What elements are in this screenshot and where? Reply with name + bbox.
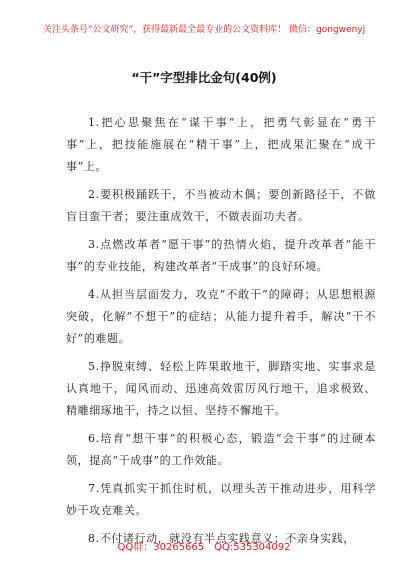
header-banner: 关注头条号“公文研究”，获得最新最全最专业的公文资料库！ 微信：gongwenyj (42, 25, 366, 35)
paragraph-3: 3.点燃改革者“愿干事”的热情火焰，提升改革者“能干事”的专业技能，构建改革者“干成事”的良好环境。 (66, 238, 376, 273)
paragraph-2: 2.要积极踊跃干，不当被动木偶；要创新路径干，不做盲目蛮干者；要注重成效干，不做表面功夫者。 (66, 188, 376, 223)
paragraph-4: 4.从担当层面发力，攻克“不敢干”的障碍；从思想根源突破，化解“不想干”的症结；从能力提升着手，解决“干不好”的难题。 (66, 288, 376, 345)
footer-contact: QQ群：30265665 QQ:535304092 (117, 542, 291, 553)
paragraph-5: 5.挣脱束缚、轻松上阵果敢地干，脚踏实地、实事求是认真地干，闻风而动、迅速高效雷厉风行地干，追求极致、精雕细琢地干，持之以恒、坚持不懈地干。 (66, 360, 376, 417)
paragraph-8: 8.不付诸行动，就没有半点实践意义；不亲身实践， (88, 532, 355, 545)
document-body (66, 112, 376, 556)
paragraph-7: 7.凭真抓实干抓住时机，以埋头苦干推动进步，用科学妙干攻克难关。 (66, 482, 376, 517)
document-title: “干”字型排比金句(40例) (131, 70, 277, 85)
paragraph-6: 6.培育“想干事”的积极心态，锻造“会干事”的过硬本领，提高“干成事”的工作效能。 (66, 432, 376, 467)
paragraph-1: 1.把心思聚焦在“谋干事”上，把勇气彰显在“勇干事”上，把技能施展在“精干事”上，把成果汇聚在“成干事”上。 (66, 116, 376, 173)
